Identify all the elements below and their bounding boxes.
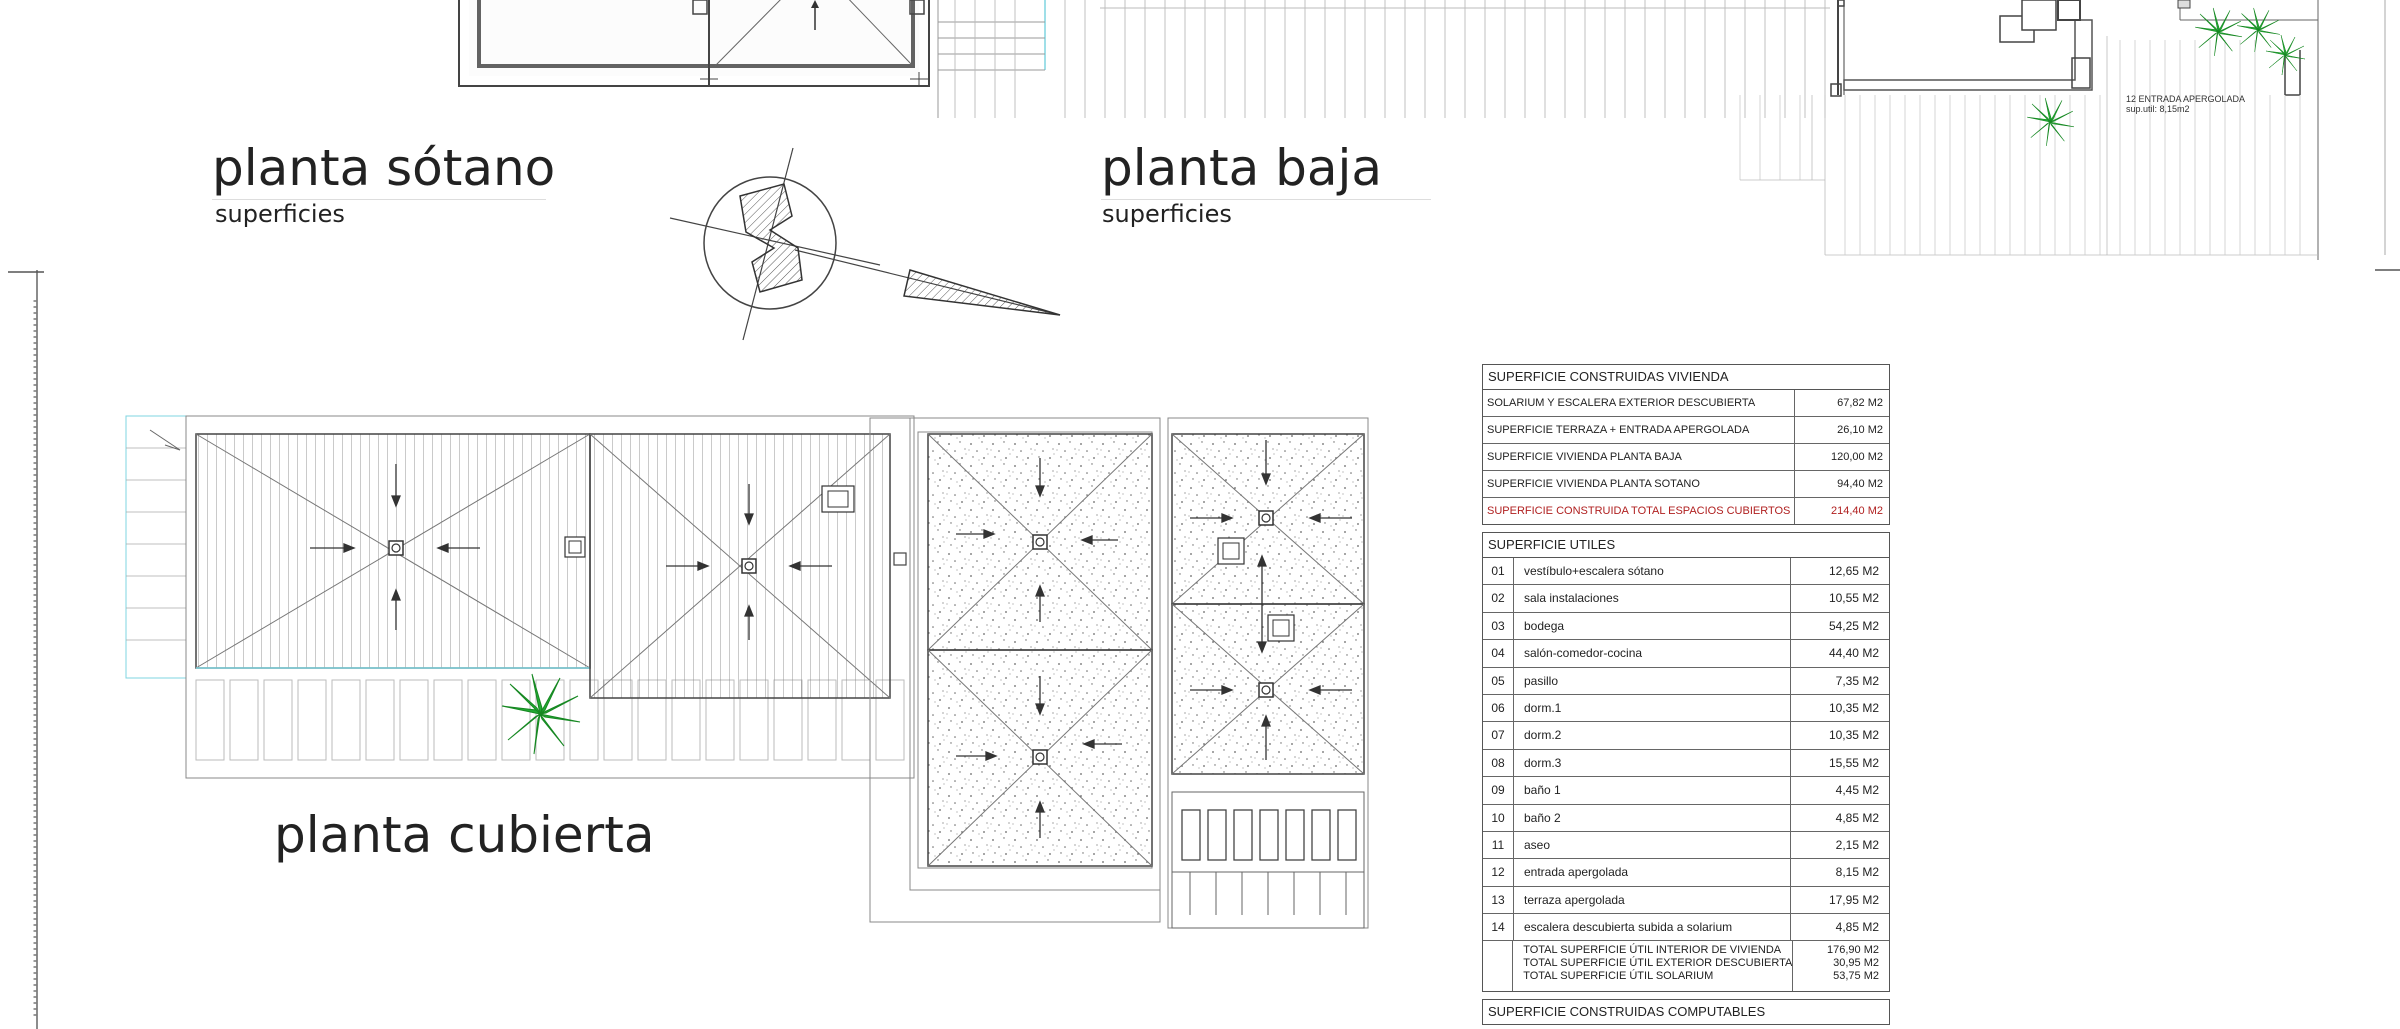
utiles-value: 8,15 M2 <box>1790 859 1889 885</box>
construidas-table <box>1482 364 1890 525</box>
construidas-rows <box>1483 390 1889 524</box>
utiles-row <box>1483 805 1889 832</box>
utiles-value: 4,85 M2 <box>1790 914 1889 940</box>
sheet-left-margin <box>8 270 44 1029</box>
construidas-label: SUPERFICIE CONSTRUIDA TOTAL ESPACIOS CUBIERTOS <box>1487 505 1791 517</box>
utiles-room-name: vestíbulo+escalera sótano <box>1524 564 1664 578</box>
utiles-number: 06 <box>1483 695 1514 721</box>
construidas-value: 214,40 M2 <box>1794 498 1889 524</box>
construidas-value: 120,00 M2 <box>1794 444 1889 470</box>
utiles-room-name: bodega <box>1524 618 1565 633</box>
utiles-table <box>1482 532 1890 992</box>
utiles-room-name: pasillo <box>1524 673 1559 688</box>
utiles-value: 7,35 M2 <box>1790 668 1889 694</box>
utiles-value: 10,55 M2 <box>1790 585 1889 611</box>
totals-labels <box>1513 941 1792 991</box>
construidas-row <box>1483 390 1889 417</box>
construidas-row <box>1483 417 1889 444</box>
utiles-number: 11 <box>1483 832 1514 858</box>
construidas-label: SUPERFICIE VIVIENDA PLANTA BAJA <box>1487 451 1682 463</box>
utiles-number: 03 <box>1483 613 1514 639</box>
construidas-row <box>1483 498 1889 524</box>
construidas-header: SUPERFICIE CONSTRUIDAS VIVIENDA <box>1483 365 1889 390</box>
utiles-row <box>1483 668 1889 695</box>
planta-baja-title: planta baja <box>1101 139 1383 197</box>
utiles-number: 01 <box>1483 558 1514 584</box>
utiles-number: 13 <box>1483 887 1514 913</box>
construidas-label: SOLARIUM Y ESCALERA EXTERIOR DESCUBIERTA <box>1487 397 1756 409</box>
utiles-room-name: escalera descubierta subida a solarium <box>1524 920 1733 935</box>
total-value: 53,75 M2 <box>1833 970 1879 983</box>
utiles-number: 09 <box>1483 777 1514 803</box>
construidas-value: 67,82 M2 <box>1794 390 1889 416</box>
total-value: 30,95 M2 <box>1833 957 1879 970</box>
stair-fragment <box>938 0 1045 118</box>
utiles-row <box>1483 695 1889 722</box>
utiles-row <box>1483 558 1889 585</box>
utiles-header: SUPERFICIE UTILES <box>1483 533 1889 558</box>
total-value: 176,90 M2 <box>1827 944 1879 957</box>
utiles-room-name: baño 2 <box>1524 810 1561 825</box>
planta-sotano-underline <box>212 199 546 200</box>
utiles-room-name: salón-comedor-cocina <box>1524 646 1643 661</box>
utiles-number: 14 <box>1483 914 1514 940</box>
construidas-value: 26,10 M2 <box>1794 417 1889 443</box>
utiles-totals <box>1483 941 1889 991</box>
total-label: TOTAL SUPERFICIE ÚTIL EXTERIOR DESCUBIERTA <box>1523 957 1793 970</box>
utiles-row <box>1483 640 1889 667</box>
surface-table <box>1482 364 1890 1025</box>
utiles-rows <box>1483 558 1889 941</box>
construidas-row <box>1483 444 1889 471</box>
utiles-value: 10,35 M2 <box>1790 695 1889 721</box>
utiles-room-name: entrada apergolada <box>1524 865 1629 880</box>
utiles-row <box>1483 914 1889 941</box>
computables-header: SUPERFICIE CONSTRUIDAS COMPUTABLES <box>1482 999 1890 1025</box>
utiles-room-name: sala instalaciones <box>1524 591 1619 606</box>
annotation-line-1: 12 ENTRADA APERGOLADA <box>2126 94 2246 104</box>
palm-icon <box>2027 8 2305 146</box>
utiles-number: 12 <box>1483 859 1514 885</box>
utiles-number: 10 <box>1483 805 1514 831</box>
utiles-value: 2,15 M2 <box>1790 832 1889 858</box>
utiles-number: 08 <box>1483 750 1514 776</box>
utiles-value: 15,55 M2 <box>1790 750 1889 776</box>
utiles-number: 05 <box>1483 668 1514 694</box>
utiles-row <box>1483 777 1889 804</box>
planta-sotano-plan <box>459 0 929 86</box>
construidas-label: SUPERFICIE VIVIENDA PLANTA SOTANO <box>1487 478 1700 490</box>
utiles-value: 4,45 M2 <box>1790 777 1889 803</box>
utiles-value: 44,40 M2 <box>1790 640 1889 666</box>
total-label: TOTAL SUPERFICIE ÚTIL SOLARIUM <box>1523 970 1714 983</box>
utiles-row <box>1483 613 1889 640</box>
north-arrow-icon <box>670 148 1060 340</box>
utiles-room-name: terraza apergolada <box>1524 892 1625 907</box>
utiles-room-name: aseo <box>1524 837 1551 852</box>
utiles-value: 17,95 M2 <box>1790 887 1889 913</box>
construidas-label: SUPERFICIE TERRAZA + ENTRADA APERGOLADA <box>1487 424 1750 436</box>
utiles-row <box>1483 585 1889 612</box>
utiles-row <box>1483 750 1889 777</box>
planta-sotano-subtitle: superficies <box>215 200 345 228</box>
planta-baja-subtitle: superficies <box>1102 200 1232 228</box>
utiles-number: 04 <box>1483 640 1514 666</box>
totals-spacer <box>1483 941 1513 991</box>
utiles-number: 02 <box>1483 585 1514 611</box>
planta-cubierta-title: planta cubierta <box>274 806 655 864</box>
utiles-room-name: dorm.2 <box>1524 728 1562 743</box>
planta-baja-plan <box>955 0 1830 118</box>
palm-icon <box>502 674 580 754</box>
utiles-row <box>1483 859 1889 886</box>
planta-baja-underline <box>1101 199 1431 200</box>
utiles-row <box>1483 832 1889 859</box>
utiles-room-name: dorm.1 <box>1524 700 1562 715</box>
annotation-line-2: sup.util: 8,15m2 <box>2126 104 2190 114</box>
utiles-room-name: dorm.3 <box>1524 755 1562 770</box>
total-label: TOTAL SUPERFICIE ÚTIL INTERIOR DE VIVIENDA <box>1523 944 1782 957</box>
entrada-apergolada-annotation <box>2126 94 2245 114</box>
utiles-row <box>1483 722 1889 749</box>
utiles-value: 10,35 M2 <box>1790 722 1889 748</box>
utiles-value: 54,25 M2 <box>1790 613 1889 639</box>
totals-values <box>1792 941 1889 991</box>
utiles-value: 12,65 M2 <box>1790 558 1889 584</box>
utiles-room-name: baño 1 <box>1524 783 1561 798</box>
planta-baja-right-fragment <box>1740 0 2400 270</box>
utiles-row <box>1483 887 1889 914</box>
construidas-row <box>1483 471 1889 498</box>
utiles-value: 4,85 M2 <box>1790 805 1889 831</box>
utiles-number: 07 <box>1483 722 1514 748</box>
planta-sotano-title: planta sótano <box>212 139 556 197</box>
construidas-value: 94,40 M2 <box>1794 471 1889 497</box>
